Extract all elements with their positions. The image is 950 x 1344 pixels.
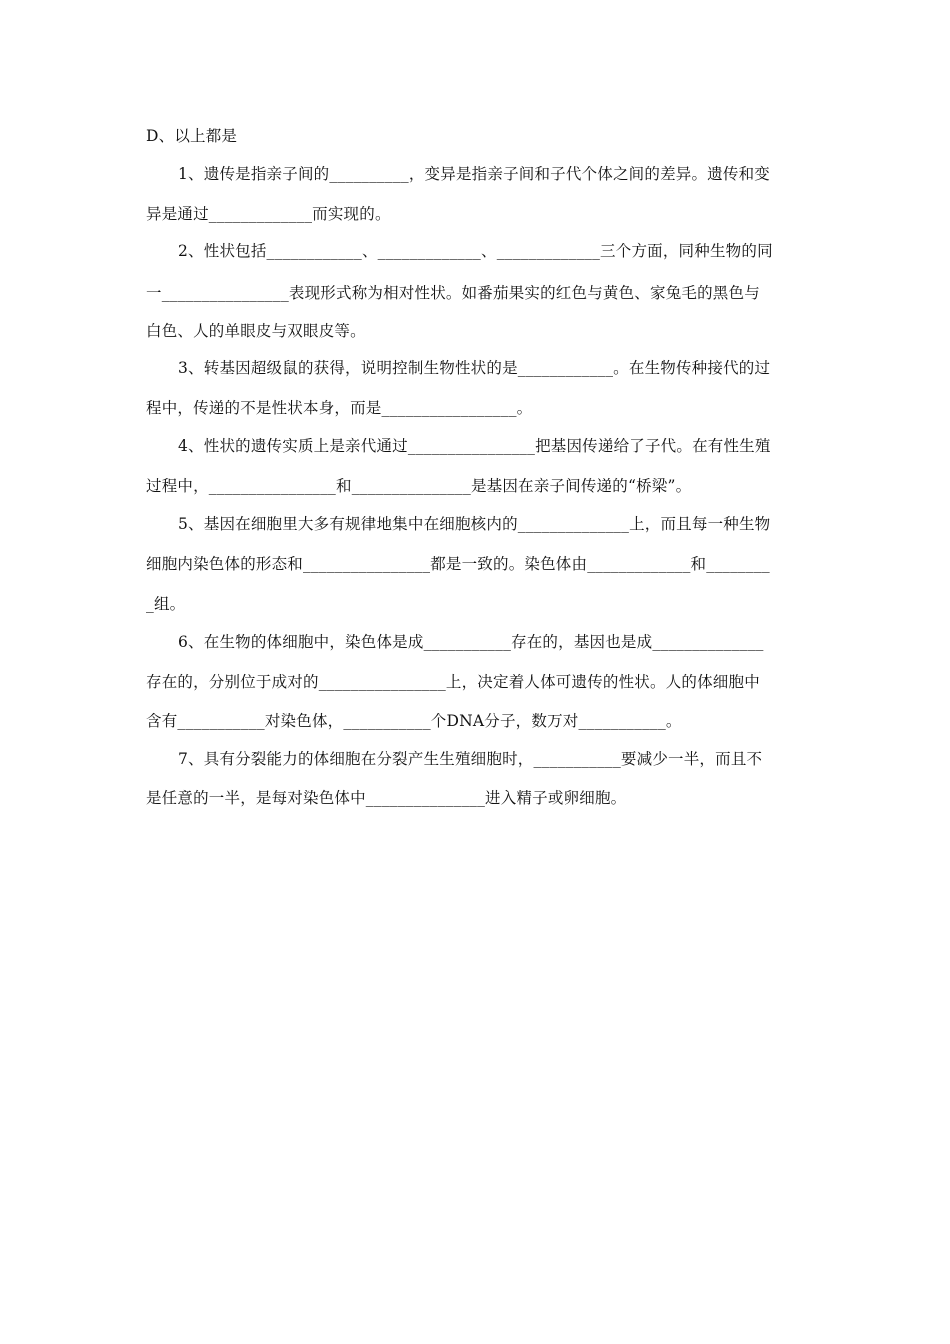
question-3-line-2: 程中，传递的不是性状本身，而是_________________。 <box>146 399 533 417</box>
question-6-line-2: 存在的，分别位于成对的________________上，决定着人体可遗传的性状。人的体细胞中 <box>146 673 760 691</box>
question-2-line-3: 白色、人的单眼皮与双眼皮等。 <box>146 322 366 340</box>
question-2-line-1: 2、性状包括____________、_____________、_____________三个方面，同种生物的同 <box>178 242 773 260</box>
question-1-line-2: 异是通过_____________而实现的。 <box>146 205 391 223</box>
option-d: D、以上都是 <box>146 127 238 145</box>
question-5-line-1: 5、基因在细胞里大多有规律地集中在细胞核内的______________上，而且每一种生物 <box>178 515 771 533</box>
question-6-line-1: 6、在生物的体细胞中，染色体是成___________存在的，基因也是成______________ <box>178 633 764 651</box>
question-5-line-3: _组。 <box>146 595 186 613</box>
question-1-line-1: 1、遗传是指亲子间的__________，变异是指亲子间和子代个体之间的差异。遗传和变 <box>178 165 770 183</box>
question-5-line-2: 细胞内染色体的形态和________________都是一致的。染色体由_____________和________ <box>146 555 770 573</box>
question-3-line-1: 3、转基因超级鼠的获得，说明控制生物性状的是____________。在生物传种接代的过 <box>178 359 771 377</box>
question-7-line-1: 7、具有分裂能力的体细胞在分裂产生生殖细胞时，___________要减少一半，而且不 <box>178 750 763 768</box>
question-6-line-3: 含有___________对染色体，___________个DNA分子，数万对___________。 <box>146 712 682 730</box>
question-7-line-2: 是任意的一半，是每对染色体中_______________进入精子或卵细胞。 <box>146 789 627 807</box>
question-2-line-2: 一________________表现形式称为相对性状。如番茄果实的红色与黄色、家兔毛的黑色与 <box>146 284 760 302</box>
question-4-line-1: 4、性状的遗传实质上是亲代通过________________把基因传递给了子代。在有性生殖 <box>178 437 771 455</box>
question-4-line-2: 过程中，________________和_______________是基因在亲子间传递的“桥梁”。 <box>146 477 692 495</box>
